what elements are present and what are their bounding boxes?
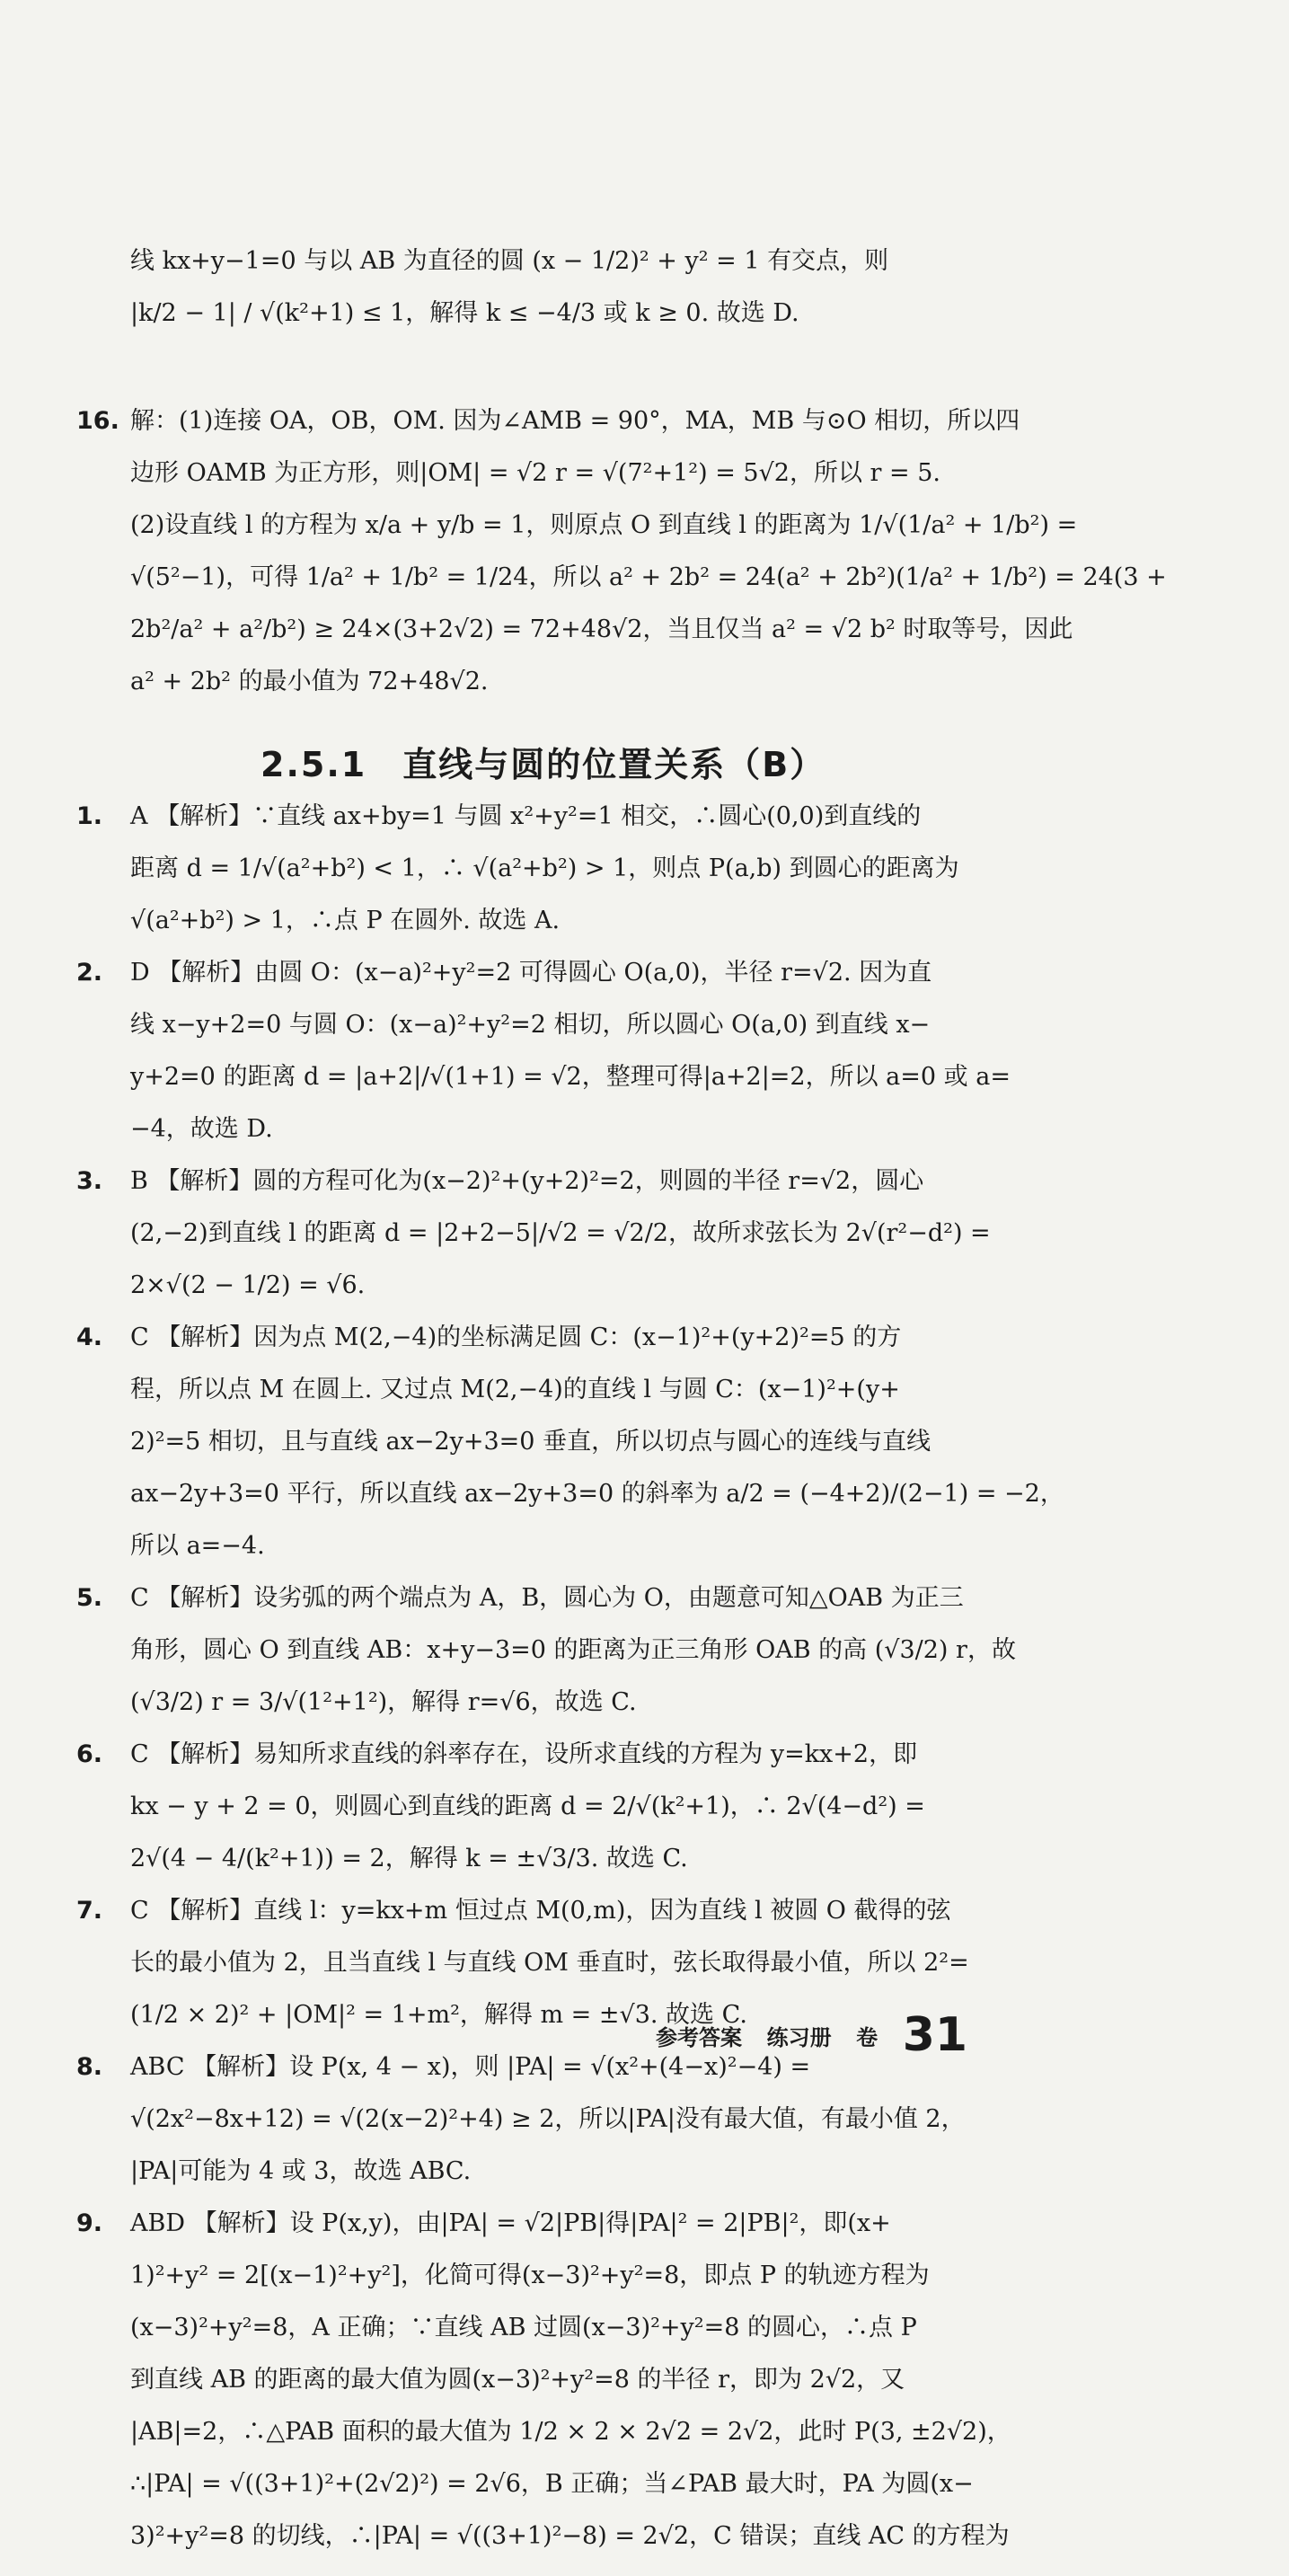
text-line: C 【解析】设劣弧的两个端点为 A，B，圆心为 O，由题意可知△OAB 为正三 [130,1584,964,1612]
text-line: 1)²+y² = 2[(x−1)²+y²]，化简可得(x−3)²+y²=8，即点 P 的轨迹方程为 [130,2262,930,2289]
text-line: D 【解析】由圆 O：(x−a)²+y²=2 可得圆心 O(a,0)，半径 r=√2. 因为直 [130,959,932,987]
text-line: 解：(1)连接 OA，OB，OM. 因为∠AMB = 90°，MA，MB 与⊙O 相切，所以四 [130,407,1020,435]
text-line: (1/2 × 2)² + |OM|² = 1+m²，解得 m = ±√3. 故选 C. [130,2001,747,2029]
text-line: 2b²/a² + a²/b²) ≥ 24×(3+2√2) = 72+48√2，当且仅当 a² = √2 b² 时取等号，因此 [130,615,1073,643]
question-number: 1. [76,802,103,830]
text-line: 2)²=5 相切，且与直线 ax−2y+3=0 垂直，所以切点与圆心的连线与直线 [130,1428,931,1456]
continuation-block [76,235,1029,340]
text-line: y+2=0 的距离 d = |a+2|/√(1+1) = √2，整理可得|a+2|=2，所以 a=0 或 a= [130,1063,1011,1091]
text-line: 距离 d = 1/√(a²+b²) < 1，∴ √(a²+b²) > 1，则点 P(a,b) 到圆心的距离为 [130,854,959,882]
text-line: ∴|PA| = √((3+1)²+(2√2)²) = 2√6，B 正确；当∠PAB 最大时，PA 为圆(x− [130,2470,974,2498]
text-line: a² + 2b² 的最小值为 72+48√2. [130,668,489,695]
text-line: C 【解析】易知所求直线的斜率存在，设所求直线的方程为 y=kx+2，即 [130,1740,918,1768]
text-line: √(2x²−8x+12) = √(2(x−2)²+4) ≥ 2，所以|PA|没有最大值，有最小值 2， [130,2105,966,2133]
text-line: ABC 【解析】设 P(x, 4 − x)，则 |PA| = √(x²+(4−x)²−4) = [130,2053,811,2081]
text-line: √(5²−1)，可得 1/a² + 1/b² = 1/24，所以 a² + 2b² = 24(a² + 2b²)(1/a² + 1/b²) = 24(3 + [130,563,1167,591]
text-line: 边形 OAMB 为正方形，则|OM| = √2 r = √(7²+1²) = 5√2，所以 r = 5. [130,459,940,487]
text-line: (2,−2)到直线 l 的距离 d = |2+2−5|/√2 = √2/2，故所求弦长为 2√(r²−d²) = [130,1219,991,1247]
question-number: 3. [76,1167,103,1195]
text-line: 所以 a=−4. [130,1532,265,1560]
text-line: 2√(4 − 4/(k²+1)) = 2，解得 k = ±√3/3. 故选 C. [130,1845,688,1872]
page-footer [656,2008,967,2062]
text-line: C 【解析】因为点 M(2,−4)的坐标满足圆 C：(x−1)²+(y+2)²=5 的方 [130,1323,902,1351]
text-line: |k/2 − 1| / √(k²+1) ≤ 1，解得 k ≤ −4/3 或 k ≥ 0. 故选 D. [130,299,799,327]
text-line: 2×√(2 − 1/2) = √6. [130,1271,366,1299]
footer-volume: 卷 [856,2024,878,2050]
page-number: 31 [902,2008,968,2062]
footer-label: 参考答案 [656,2024,742,2050]
text-line: 线 kx+y−1=0 与以 AB 为直径的圆 (x − 1/2)² + y² = 1 有交点，则 [130,247,889,275]
question-number: 7. [76,1897,103,1925]
question-number: 2. [76,959,103,987]
text-line: (x−3)²+y²=8，A 正确；∵直线 AB 过圆(x−3)²+y²=8 的圆心，∴点 P [130,2314,917,2341]
text-line: 到直线 AB 的距离的最大值为圆(x−3)²+y²=8 的半径 r，即为 2√2，又 [130,2366,905,2394]
text-line: 3)²+y²=8 的切线，∴|PA| = √((3+1)²−8) = 2√2，C 错误；直线 AC 的方程为 [130,2522,1010,2550]
text-line: 角形，圆心 O 到直线 AB：x+y−3=0 的距离为正三角形 OAB 的高 (√3/2) r，故 [130,1636,1016,1664]
text-line: |PA|可能为 4 或 3，故选 ABC. [130,2157,472,2185]
text-line: 长的最小值为 2，且当直线 l 与直线 OM 垂直时，弦长取得最小值，所以 2²= [130,1949,969,1977]
text-line: C 【解析】直线 l：y=kx+m 恒过点 M(0,m)，因为直线 l 被圆 O 截得的弦 [130,1897,951,1925]
section-title: 2.5.1 直线与圆的位置关系（B） [260,745,826,784]
question-number: 6. [76,1740,103,1768]
question-number: 8. [76,2053,103,2081]
text-line: (2)设直线 l 的方程为 x/a + y/b = 1，则原点 O 到直线 l 的距离为 1/√(1/a² + 1/b²) = [130,511,1078,539]
answer-list [76,791,1064,2563]
text-line: kx − y + 2 = 0，则圆心到直线的距离 d = 2/√(k²+1)，∴ 2√(4−d²) = [130,1793,925,1820]
text-line: |AB|=2，∴△PAB 面积的最大值为 1/2 × 2 × 2√2 = 2√2，此时 P(3, ±2√2)， [130,2418,1011,2446]
question-number: 16. [76,407,119,435]
footer-book: 练习册 [766,2024,832,2050]
question-number: 5. [76,1584,103,1612]
text-line: A 【解析】∵直线 ax+by=1 与圆 x²+y²=1 相交，∴圆心(0,0)到直线的 [130,802,922,830]
text-line: B 【解析】圆的方程可化为(x−2)²+(y+2)²=2，则圆的半径 r=√2，圆心 [130,1167,924,1195]
text-line: 程，所以点 M 在圆上. 又过点 M(2,−4)的直线 l 与圆 C：(x−1)²+(y+ [130,1376,900,1403]
text-line: √(a²+b²) > 1，∴点 P 在圆外. 故选 A. [130,907,561,934]
question-16 [76,395,1167,708]
question-number: 4. [76,1323,103,1351]
question-number: 9. [76,2209,103,2237]
text-line: 线 x−y+2=0 与圆 O：(x−a)²+y²=2 相切，所以圆心 O(a,0) 到直线 x− [130,1011,931,1039]
text-line: ax−2y+3=0 平行，所以直线 ax−2y+3=0 的斜率为 a/2 = (−4+2)/(2−1) = −2， [130,1480,1064,1508]
text-line: ABD 【解析】设 P(x,y)，由|PA| = √2|PB|得|PA|² = 2|PB|²，即(x+ [130,2209,891,2237]
text-line: −4，故选 D. [130,1115,273,1143]
text-line: (√3/2) r = 3/√(1²+1²)，解得 r=√6，故选 C. [130,1688,637,1716]
